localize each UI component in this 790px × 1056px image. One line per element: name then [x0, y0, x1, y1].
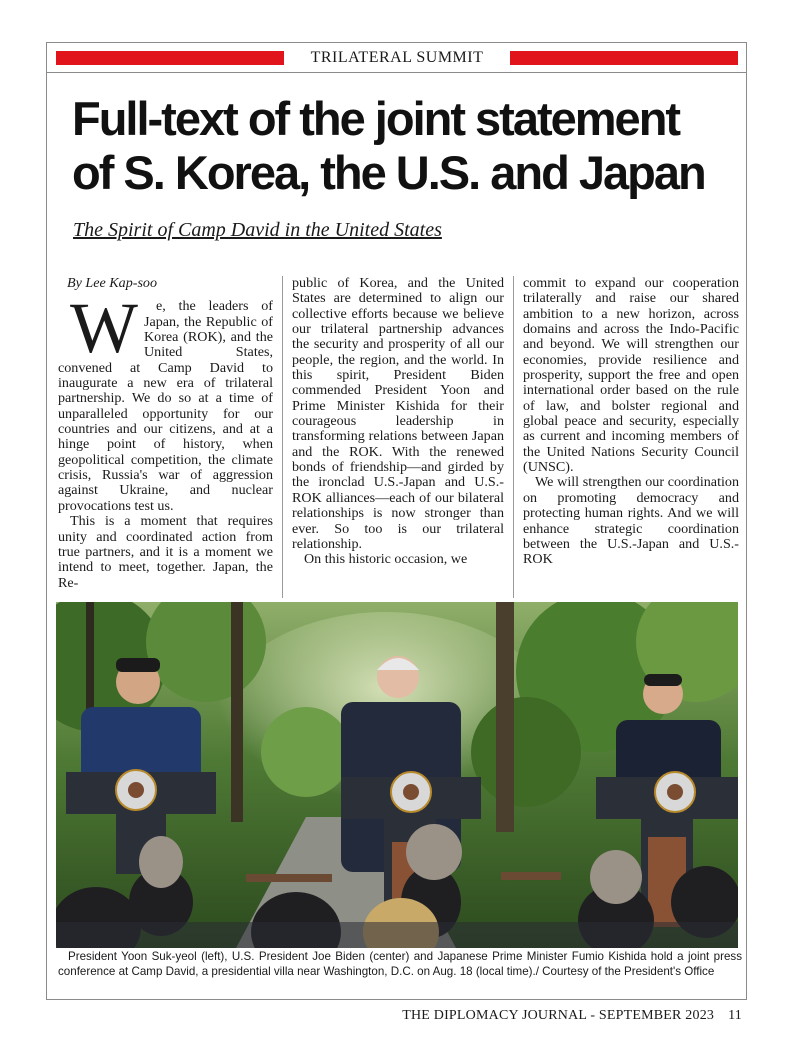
paragraph: We will strengthen our coordination on promoting democracy and protecting human rights. And we will enhance strategic coordination between the U.S.-Japan and U.S.-ROK	[523, 474, 739, 568]
page-footer	[402, 1008, 742, 1024]
section-label: TRILATERAL SUMMIT	[310, 49, 484, 66]
headline	[72, 92, 742, 200]
paragraph	[58, 288, 273, 514]
headline-line-2: of S. Korea, the U.S. and Japan	[72, 146, 705, 199]
article-column-2	[292, 276, 504, 598]
subtitle: The Spirit of Camp David in the United States	[73, 219, 442, 241]
paragraph: public of Korea, and the United States are determined to align our collective efforts because we believe our trilateral partnership advances the security and prosperity of all our people, the region, and the world. In this spirit, President Biden commended President Yoon and Prime Minister Kishida for their courageous leadership in transforming relations between Japan and the ROK. With the renewed bonds of friendship—and girded by the ironclad U.S.-Japan and U.S.-ROK alliances—each of our bilateral relationships is now stronger than ever. So too is our trilateral relationship.	[292, 276, 504, 552]
publication-name: THE DIPLOMACY JOURNAL - SEPTEMBER 2023	[402, 1008, 715, 1023]
paragraph: commit to expand our cooperation trilaterally and raise our shared ambition to a new horizon, across domains and across the Indo-Pacific and beyond. We will strengthen our economies, provide resilience and prosperity, support the free and open international order based on the rule of law, and bolster regional and global peace and security, especially as current and incoming members of the United Nations Security Council (UNSC).	[523, 276, 739, 476]
press-conference-photo	[56, 602, 738, 948]
column-divider	[513, 276, 514, 598]
headline-line-1: Full-text of the joint statement	[72, 92, 680, 145]
paragraph-text: e, the leaders of Japan, the Republic of Korea (ROK), and the United States, convened at Camp David to inaugurate a new era of trilateral partnership. We do so at a time of unparalleled opportunity for our countries and our citizens, and at a hinge point of history, when geopolitical competition, the climate crisis, Russia's war of aggression against Ukraine, and nuclear provocations test us.	[58, 298, 273, 514]
article-column-3	[523, 276, 739, 598]
column-divider	[282, 276, 283, 598]
header-rule	[46, 72, 747, 73]
paragraph: On this historic occasion, we	[304, 551, 468, 568]
drop-cap: W	[70, 288, 138, 369]
article-column-1	[58, 276, 273, 598]
photo-caption: President Yoon Suk-yeol (left), U.S. President Joe Biden (center) and Japanese Prime Minister Fumio Kishida hold a joint press conference at Camp David, a presidential villa near Washington, D.C. on Aug. 18 (local time)./ Courtesy of the President's Office	[58, 950, 742, 978]
byline: By Lee Kap-soo	[67, 276, 158, 291]
section-header	[56, 47, 738, 67]
section-accent-right	[510, 51, 738, 65]
section-accent-left	[56, 51, 284, 65]
paragraph: This is a moment that requires unity and coordinated action from true partners, and it is a moment we intend to meet, together. Japan, the Re-	[58, 513, 273, 591]
page-number: 11	[728, 1008, 742, 1023]
